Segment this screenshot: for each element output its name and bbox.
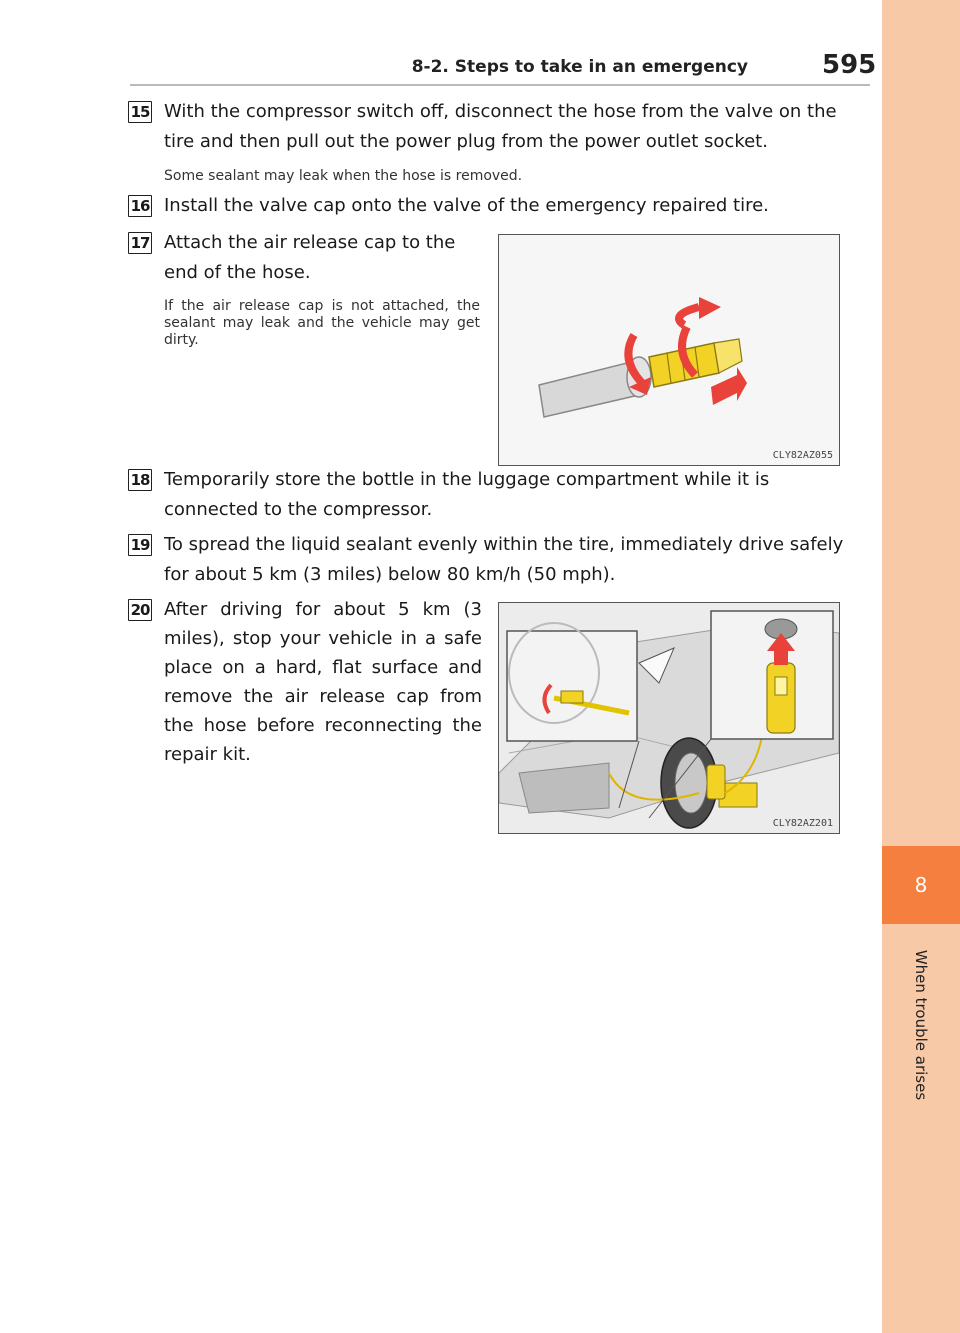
chapter-number-tab xyxy=(882,846,960,924)
illustration-code: CLY82AZ201 xyxy=(772,818,833,829)
chapter-title: When trouble arises xyxy=(912,949,930,1101)
header-rule xyxy=(130,84,870,86)
hose-air-release-cap-icon xyxy=(499,235,839,465)
step-18-text: Temporarily store the bottle in the luggage compartment while it is connected to the compressor. xyxy=(164,469,770,520)
step-number-20: 20 xyxy=(128,599,152,621)
chapter-side-strip xyxy=(882,0,960,1333)
step-number-17: 17 xyxy=(128,232,152,254)
step-20-text: After driving for about 5 km (3 miles), stop your vehicle in a safe place on a hard, flat surface and remove the air release cap from the hose before reconnecting the repair kit. xyxy=(164,599,482,765)
page-number: 595 xyxy=(822,50,877,80)
step-16-text: Install the valve cap onto the valve of the emergency repaired tire. xyxy=(164,195,769,216)
chapter-title-wrap xyxy=(882,935,960,1115)
car-repair-kit-icon xyxy=(499,603,839,833)
step-number-16: 16 xyxy=(128,195,152,217)
step-17-note: If the air release cap is not attached, the sealant may leak and the vehicle may get dirty. xyxy=(164,298,480,348)
step-number-18: 18 xyxy=(128,469,152,491)
section-title: 8-2. Steps to take in an emergency xyxy=(411,57,748,77)
car-kit-illustration xyxy=(498,602,840,834)
step-19-text: To spread the liquid sealant evenly within the tire, immediately drive safely for about 5 km (3 miles) below 80 km/h (50 mph). xyxy=(164,534,844,585)
chapter-number: 8 xyxy=(914,873,928,897)
step-15-text: With the compressor switch off, disconnect the hose from the valve on the tire and then pull out the power plug from the power outlet socket. xyxy=(164,101,837,152)
hose-cap-illustration xyxy=(498,234,840,466)
step-number-19: 19 xyxy=(128,534,152,556)
illustration-code: CLY82AZ055 xyxy=(772,450,833,461)
step-15-note: Some sealant may leak when the hose is removed. xyxy=(164,168,523,184)
step-17-text: Attach the air release cap to the end of the hose. xyxy=(164,232,456,283)
step-number-15: 15 xyxy=(128,101,152,123)
